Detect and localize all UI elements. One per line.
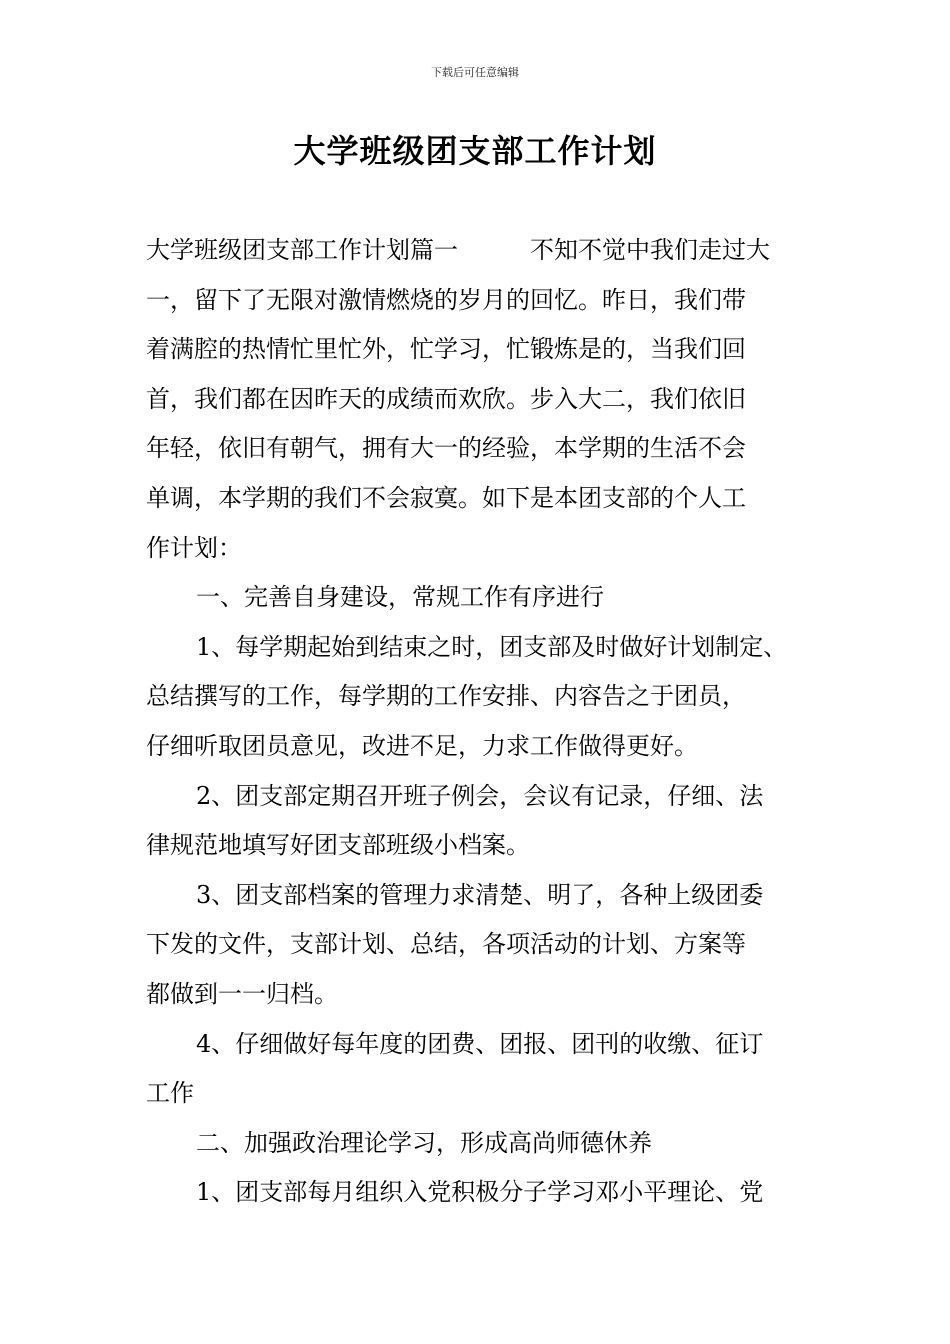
section1-item3-line-3: 都做到一一归档。 bbox=[146, 979, 338, 1008]
section1-item1-line-3: 仔细听取团员意见，改进不足，力求工作做得更好。 bbox=[146, 731, 698, 760]
section2-item1-line-1: 1、团支部每月组织入党积极分子学习邓小平理论、党 bbox=[196, 1178, 764, 1207]
intro-text: 不知不觉中我们走过大 bbox=[530, 236, 770, 264]
intro-line-1 bbox=[146, 226, 826, 276]
section2-heading: 二、加强政治理论学习，形成高尚师德休养 bbox=[196, 1128, 652, 1157]
section1-item2-line-1: 2、团支部定期召开班子例会，会议有记录，仔细、法 bbox=[196, 781, 764, 810]
intro-line-3: 着满腔的热情忙里忙外，忙学习，忙锻炼是的，当我们回 bbox=[146, 335, 746, 364]
section1-heading: 一、完善自身建设，常规工作有序进行 bbox=[196, 583, 604, 612]
intro-line-5: 年轻，依旧有朝气，拥有大一的经验，本学期的生活不会 bbox=[146, 434, 746, 463]
intro-line-6: 单调，本学期的我们不会寂寞。如下是本团支部的个人工 bbox=[146, 483, 746, 512]
section1-item1-line-2: 总结撰写的工作，每学期的工作安排、内容告之于团员， bbox=[146, 682, 746, 711]
intro-line-2: 一，留下了无限对激情燃烧的岁月的回忆。昨日，我们带 bbox=[146, 285, 746, 314]
section1-item2-line-2: 律规范地填写好团支部班级小档案。 bbox=[146, 831, 530, 860]
document-body bbox=[146, 226, 826, 1218]
document-title: 大学班级团支部工作计划 bbox=[293, 132, 657, 170]
header-note: 下载后可任意编辑 bbox=[431, 66, 519, 79]
section1-item4-line-2: 工作 bbox=[146, 1079, 194, 1108]
section1-item1-line-1: 1、每学期起始到结束之时，团支部及时做好计划制定、 bbox=[196, 632, 788, 661]
intro-line-4: 首，我们都在因昨天的成绩而欢欣。步入大二，我们依旧 bbox=[146, 384, 746, 413]
intro-heading: 大学班级团支部工作计划篇一 bbox=[146, 236, 458, 264]
section1-item3-line-1: 3、团支部档案的管理力求清楚、明了，各种上级团委 bbox=[196, 880, 764, 909]
intro-line-7: 作计划： bbox=[146, 533, 242, 562]
section1-item4-line-1: 4、仔细做好每年度的团费、团报、团刊的收缴、征订 bbox=[196, 1029, 764, 1058]
section1-item3-line-2: 下发的文件，支部计划、总结，各项活动的计划、方案等 bbox=[146, 930, 746, 959]
